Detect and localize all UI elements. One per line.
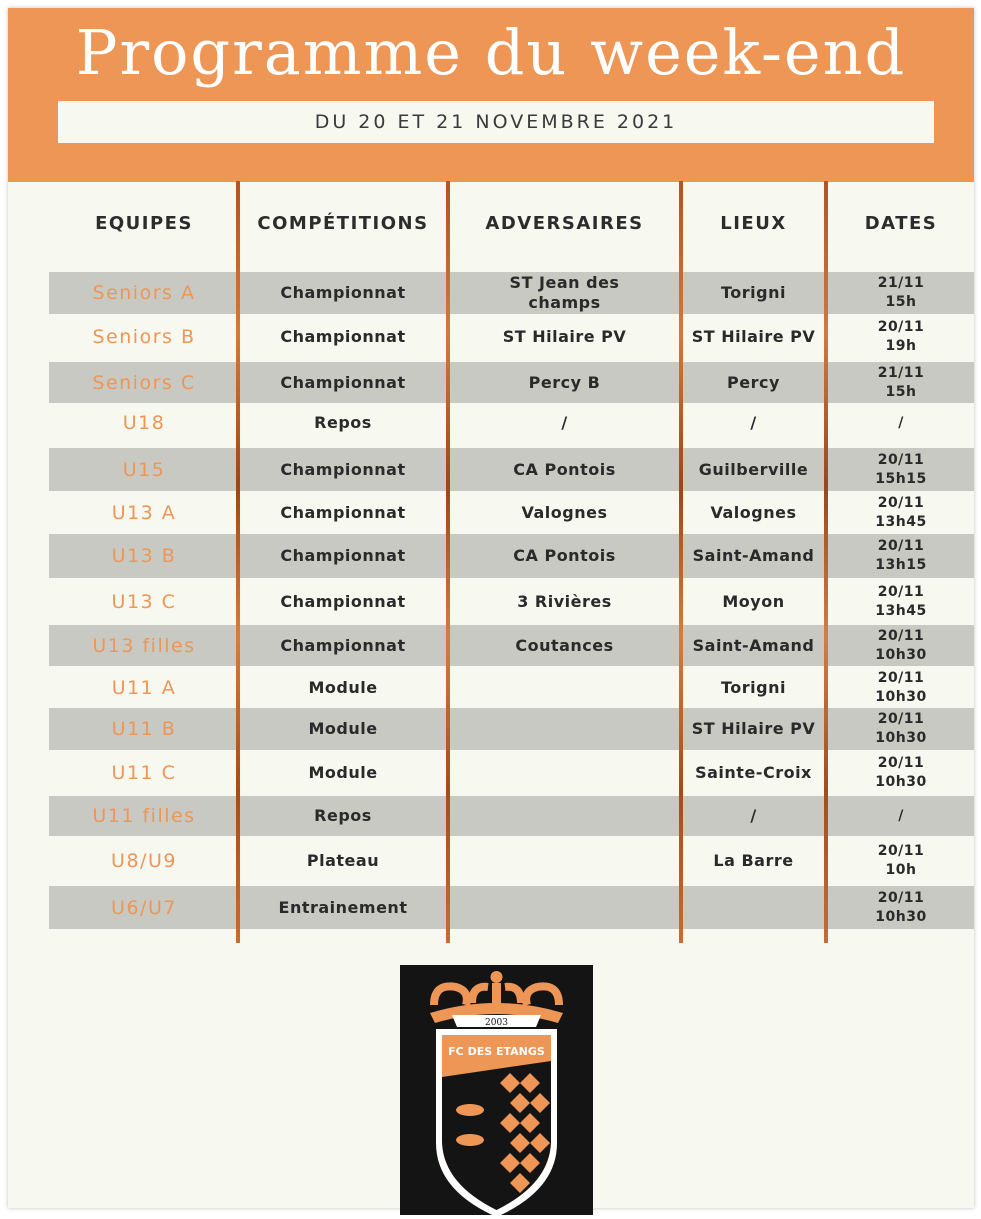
competition-cell: Repos — [314, 413, 372, 432]
date-text: 20/11 — [877, 494, 925, 511]
date-cell — [828, 578, 974, 625]
team-cell: U13 B — [111, 545, 177, 567]
date-cell — [828, 448, 974, 491]
column-divider — [236, 181, 240, 943]
time-text: 15h — [885, 294, 917, 310]
column-header-competitions: COMPÉTITIONS — [257, 213, 429, 234]
date-cell — [828, 708, 974, 750]
page-subtitle: DU 20 ET 21 NOVEMBRE 2021 — [314, 111, 678, 133]
opponent-cell — [450, 838, 679, 884]
competition-cell: Championnat — [280, 459, 406, 479]
date-text: 20/11 — [877, 670, 925, 686]
table-row — [49, 534, 974, 578]
date-text: 20/11 — [877, 451, 925, 468]
table-row — [49, 272, 974, 314]
table-row — [49, 838, 974, 884]
team-cell: U6/U7 — [111, 896, 177, 919]
date-text: 20/11 — [877, 583, 925, 600]
page-title: Programme du week-end — [75, 16, 907, 89]
crest-graphic — [400, 965, 593, 1215]
crest-club-name: FC DES ETANGS — [448, 1045, 545, 1058]
header-banner — [8, 8, 974, 182]
date-text: 20/11 — [877, 627, 925, 644]
team-cell: U15 — [122, 458, 166, 481]
competition-cell: Championnat — [280, 502, 406, 522]
venue-cell: Saint-Amand — [692, 546, 815, 565]
opponent-cell: / — [561, 413, 568, 432]
date-text: 21/11 — [877, 275, 925, 291]
opponent-cell — [450, 796, 679, 836]
date-text: 20/11 — [877, 843, 925, 859]
table-row — [49, 316, 974, 358]
time-text: 10h30 — [875, 774, 927, 790]
opponent-cell: CA Pontois — [513, 459, 616, 479]
date-text: 20/11 — [877, 711, 925, 727]
venue-cell: Torigni — [721, 678, 786, 697]
venue-cell: La Barre — [713, 851, 794, 870]
team-cell: U18 — [122, 412, 166, 434]
column-divider — [446, 181, 450, 943]
competition-cell: Plateau — [306, 851, 380, 870]
venue-cell: ST Hilaire PV — [691, 327, 816, 346]
competition-cell: Championnat — [280, 591, 406, 611]
team-cell: U11 C — [111, 762, 177, 784]
date-text: 20/11 — [877, 755, 925, 771]
team-cell: Seniors B — [92, 326, 196, 348]
schedule-sheet — [8, 8, 974, 1208]
time-text: 15h — [885, 383, 917, 400]
competition-cell: Championnat — [280, 546, 406, 565]
opponent-cell — [450, 750, 679, 796]
column-header-venues: LIEUX — [720, 213, 787, 234]
date-cell — [828, 362, 974, 403]
time-text: 19h — [885, 338, 917, 354]
opponent-cell — [450, 886, 679, 929]
opponent-cell: ST Jean des champs — [509, 273, 620, 312]
venue-cell: Sainte-Croix — [695, 763, 812, 782]
table-row — [49, 750, 974, 796]
date-cell — [828, 491, 974, 534]
team-cell: U13 A — [111, 501, 177, 524]
date-cell — [828, 403, 974, 443]
venue-cell: Torigni — [721, 283, 786, 302]
venue-cell: / — [750, 413, 757, 432]
time-text: 10h30 — [875, 908, 927, 925]
column-header-opponents: ADVERSAIRES — [485, 213, 644, 234]
club-crest-logo — [400, 965, 593, 1215]
venue-cell: Moyon — [722, 591, 785, 611]
team-cell: Seniors C — [92, 371, 196, 394]
opponent-cell: Coutances — [515, 635, 614, 655]
venue-cell: Percy — [727, 372, 780, 392]
time-text: 13h15 — [875, 557, 927, 573]
opponent-cell: ST Hilaire PV — [502, 327, 627, 346]
opponent-cell: CA Pontois — [513, 546, 616, 565]
date-cell — [828, 316, 974, 358]
time-text: 10h — [885, 862, 917, 878]
opponent-cell — [450, 708, 679, 750]
team-cell: U8/U9 — [111, 850, 177, 872]
date-cell — [828, 838, 974, 884]
subtitle-box — [58, 101, 934, 143]
crest-year: 2003 — [485, 1018, 508, 1028]
opponent-cell: Percy B — [528, 372, 601, 392]
table-row — [49, 491, 974, 534]
time-text: 10h30 — [875, 730, 927, 746]
venue-cell: Guilberville — [698, 459, 809, 479]
opponent-cell — [450, 668, 679, 708]
table-row — [49, 796, 974, 836]
date-text: 20/11 — [877, 538, 925, 554]
venue-cell: Saint-Amand — [692, 635, 815, 655]
column-divider — [824, 181, 828, 943]
date-text: / — [898, 807, 904, 824]
time-text: 13h45 — [875, 513, 927, 530]
time-text: 15h15 — [875, 470, 927, 487]
team-cell: U13 C — [111, 590, 177, 613]
competition-cell: Entrainement — [278, 897, 408, 917]
competition-cell: Championnat — [280, 327, 406, 346]
time-text: 13h45 — [875, 602, 927, 619]
team-cell: U13 filles — [92, 634, 196, 657]
table-row — [49, 886, 974, 929]
column-header-dates: DATES — [864, 213, 938, 234]
table-row — [49, 578, 974, 625]
team-cell: U11 A — [111, 677, 177, 699]
table-row — [49, 625, 974, 666]
team-cell: Seniors A — [92, 282, 196, 304]
time-text: 10h30 — [875, 689, 927, 705]
table-row — [49, 448, 974, 491]
opponent-cell: Valognes — [521, 502, 608, 522]
date-cell — [828, 272, 974, 314]
table-row — [49, 708, 974, 750]
date-cell — [828, 534, 974, 578]
date-text: 20/11 — [877, 889, 925, 906]
competition-cell: Repos — [314, 806, 372, 825]
competition-cell: Module — [308, 678, 378, 697]
table-row — [49, 362, 974, 403]
date-cell — [828, 750, 974, 796]
date-text: 20/11 — [877, 319, 925, 335]
team-cell: U11 B — [111, 718, 177, 740]
date-text: 21/11 — [877, 364, 925, 381]
time-text: 10h30 — [875, 646, 927, 663]
opponent-cell: 3 Rivières — [517, 591, 612, 611]
competition-cell: Championnat — [280, 283, 406, 302]
competition-cell: Championnat — [280, 635, 406, 655]
competition-cell: Module — [308, 719, 378, 738]
table-row — [49, 403, 974, 443]
date-cell — [828, 625, 974, 666]
venue-cell — [683, 886, 824, 929]
date-text: / — [898, 414, 904, 431]
competition-cell: Module — [308, 763, 378, 782]
team-cell: U11 filles — [92, 805, 196, 827]
column-header-teams: EQUIPES — [95, 213, 193, 234]
venue-cell: ST Hilaire PV — [691, 719, 816, 738]
competition-cell: Championnat — [280, 372, 406, 392]
venue-cell: / — [750, 806, 757, 825]
table-row — [49, 668, 974, 708]
venue-cell: Valognes — [710, 502, 797, 522]
date-cell — [828, 668, 974, 708]
date-cell — [828, 796, 974, 836]
crown-jewel-icon — [491, 971, 503, 983]
date-cell — [828, 886, 974, 929]
column-divider — [679, 181, 683, 943]
